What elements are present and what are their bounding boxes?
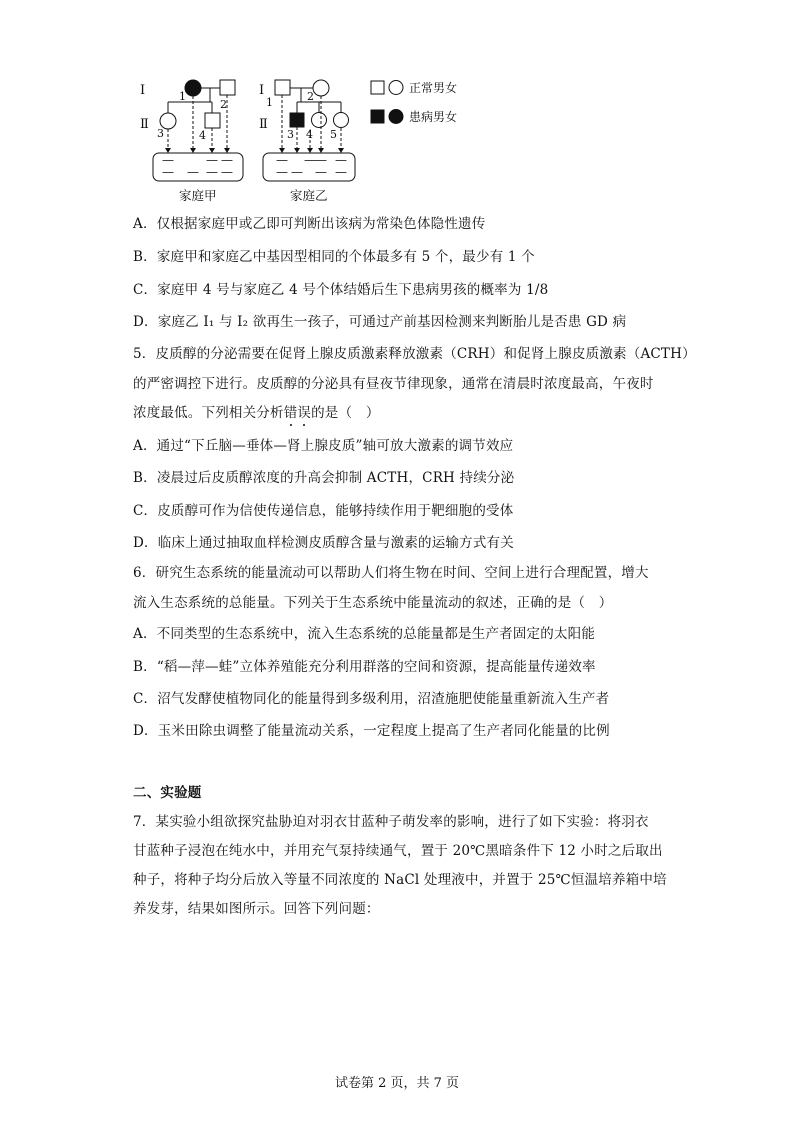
legend: [371, 81, 403, 124]
q5-option-b: B．凌晨过后皮质醇浓度的升高会抑制 ACTH，CRH 持续分泌: [133, 470, 515, 486]
q4-option-b: B．家庭甲和家庭乙中基因型相同的个体最多有 5 个，最少有 1 个: [133, 249, 535, 265]
q7-stem-line1: 7．某实验小组欲探究盐胁迫对羽衣甘蓝种子萌发率的影响，进行了如下实验：将羽衣: [133, 814, 649, 830]
fam-a-band: —: [221, 165, 233, 179]
fam-b-num2: 2: [307, 90, 314, 103]
q6-option-d: D．玉米田除虫调整了能量流动关系，一定程度上提高了生产者同化能量的比例: [133, 723, 610, 739]
fam-a-ii4-normal-male: [205, 113, 220, 128]
q6-option-b: B．“稻—萍—蛙”立体养殖能充分利用群落的空间和资源，提高能量传递效率: [133, 659, 596, 675]
fam-a-band: —: [162, 165, 174, 179]
q5-stem-line2: 的严密调控下进行。皮质醇的分泌具有昼夜节律现象，通常在清晨时浓度最高，午夜时: [133, 376, 654, 392]
fam-b-band: —: [291, 165, 303, 179]
legend-affected-label: 患病男女: [409, 110, 458, 124]
fam-a-num4: 4: [199, 129, 206, 142]
q7-stem-line3: 种子，将种子均分后放入等量不同浓度的 NaCl 处理液中，并置于 25℃恒温培养箱中培: [133, 872, 667, 888]
q5-option-d: D．临床上通过抽取血样检测皮质醇含量与激素的运输方式有关: [133, 535, 514, 551]
fam-a-num3: 3: [157, 127, 164, 140]
q5-stem-line3-post: 的是（ ）: [311, 405, 380, 421]
q5-stem-line3: [133, 401, 380, 421]
q4-option-d: D．家庭乙 Ⅰ₁ 与 Ⅰ₂ 欲再生一孩子，可通过产前基因检测来判断胎儿是否患 GD 病: [133, 314, 627, 330]
fam-b-ii4-normal-female: [312, 113, 327, 128]
pedigree-figure: [135, 70, 475, 210]
fam-b-num5: 5: [330, 128, 337, 141]
fam-b-band: —: [335, 153, 347, 167]
q5-stem-line1: 5．皮质醇的分泌需要在促肾上腺皮质激素释放激素（CRH）和促肾上腺皮质激素（ACTH）: [133, 346, 696, 362]
legend-normal-label: 正常男女: [409, 81, 458, 95]
fam-a-i1-affected-female: [185, 80, 201, 96]
page-footer: 试卷第 2 页，共 7 页: [334, 1076, 460, 1091]
fam-b-i2-normal-female: [313, 80, 329, 96]
fam-b-ii3-affected-male: [290, 113, 304, 127]
fam-b-band: —: [315, 153, 327, 167]
fam-b-num1: 1: [266, 96, 273, 109]
fam-a-caption: 家庭甲: [179, 188, 217, 203]
q7-stem-line4: 养发芽，结果如图所示。回答下列问题：: [133, 901, 380, 917]
fam-a-num2: 2: [220, 98, 227, 111]
section-heading: 二、实验题: [133, 785, 202, 801]
q6-stem-line2: 流入生态系统的总能量。下列关于生态系统中能量流动的叙述，正确的是（ ）: [133, 595, 613, 611]
q4-option-a: A．仅根据家庭甲或乙即可判断出该病为常染色体隐性遗传: [133, 216, 486, 232]
fam-a-band: —: [187, 165, 199, 179]
q5-option-a: A．通过“下丘脑—垂体—肾上腺皮质”轴可放大激素的调节效应: [133, 438, 514, 454]
fam-b-gen2-label: Ⅱ: [259, 117, 268, 132]
fam-b-band: —: [315, 165, 327, 179]
fam-b-band: —: [304, 153, 316, 167]
fam-a-band: —: [206, 153, 218, 167]
fam-b-caption: 家庭乙: [290, 188, 328, 203]
fam-b-band: —: [276, 165, 288, 179]
fam-a-band: —: [221, 153, 233, 167]
fam-b-band: —: [335, 165, 347, 179]
q7-stem-line2: 甘蓝种子浸泡在纯水中，并用充气泵持续通气，置于 20℃黑暗条件下 12 小时之后取出: [133, 843, 663, 859]
fam-a-num1: 1: [179, 90, 186, 103]
q5-option-c: C．皮质醇可作为信使传递信息，能够持续作用于靶细胞的受体: [133, 503, 514, 519]
fam-b-i1-normal-male: [275, 80, 290, 95]
fam-b-gen1-label: Ⅰ: [259, 83, 265, 98]
q5-emphasis-char-1: 错: [284, 401, 298, 421]
q5-stem-line3-pre: 浓度最低。下列相关分析: [133, 405, 284, 421]
legend-normal-female-icon: [389, 81, 403, 95]
legend-affected-male-icon: [371, 110, 384, 123]
q6-option-c: C．沼气发酵使植物同化的能量得到多级利用，沼渣施肥使能量重新流入生产者: [133, 691, 610, 707]
q5-emphasis-char-2: 误: [297, 401, 311, 421]
fam-a-band: —: [206, 165, 218, 179]
q4-option-c: C．家庭甲 4 号与家庭乙 4 号个体结婚后生下患病男孩的概率为 1/8: [133, 282, 549, 298]
fam-a-gen2-label: Ⅱ: [140, 117, 149, 132]
q6-option-a: A．不同类型的生态系统中，流入生态系统的总能量都是生产者固定的太阳能: [133, 626, 596, 642]
legend-normal-male-icon: [371, 81, 384, 94]
fam-a-band: —: [162, 153, 174, 167]
fam-b-num3: 3: [287, 128, 294, 141]
fam-a-gen1-label: Ⅰ: [140, 83, 146, 98]
q6-stem-line1: 6．研究生态系统的能量流动可以帮助人们将生物在时间、空间上进行合理配置，增大: [133, 565, 649, 581]
legend-affected-female-icon: [389, 110, 403, 124]
fam-b-ii5-normal-female: [334, 113, 349, 128]
fam-a-i2-normal-male: [220, 80, 235, 95]
fam-b-band: —: [276, 153, 288, 167]
fam-b-num4: 4: [306, 128, 313, 141]
